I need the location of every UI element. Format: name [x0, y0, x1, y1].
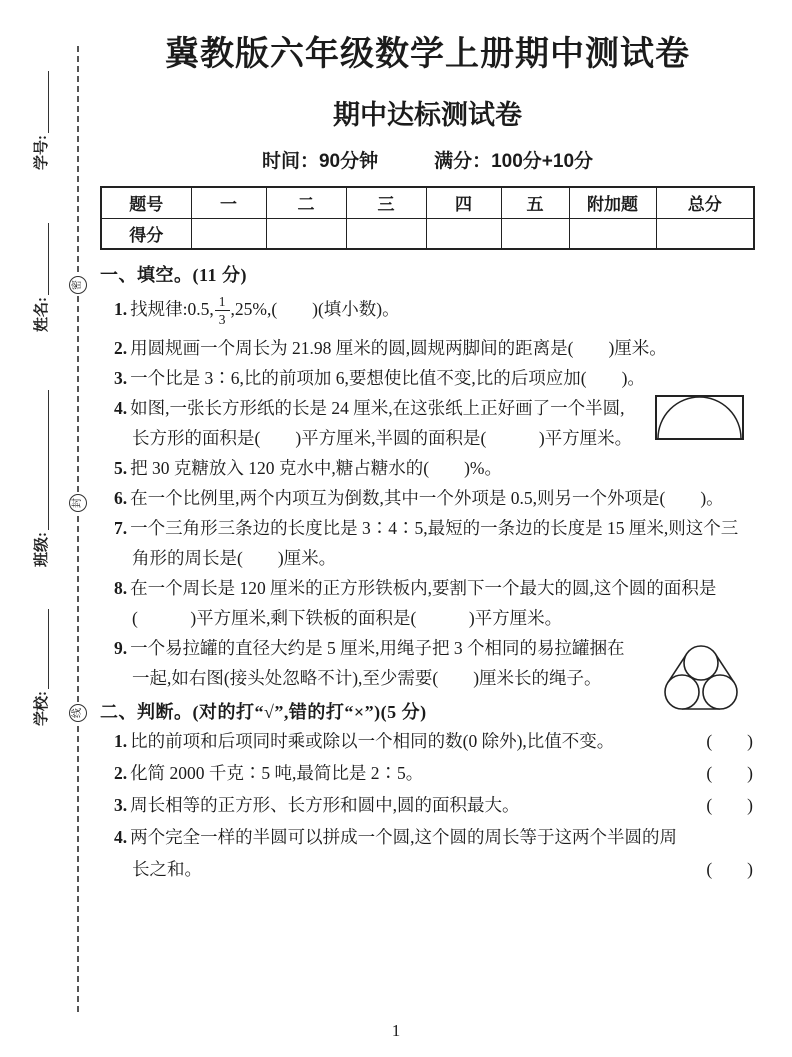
- question-text: 一个三角形三条边的长度比是 3∶4∶5,最短的一条边的长度是 15 厘米,则这个三角形的周长是( )厘米。: [130, 517, 739, 568]
- score-table-score-row: [101, 218, 754, 249]
- question-number: 5.: [114, 457, 128, 478]
- fullscore-info: 满分：100分+10分: [434, 151, 594, 172]
- score-table-col-1: 一: [191, 187, 266, 218]
- student-id-field: [31, 66, 53, 170]
- question-number: 3.: [114, 367, 128, 388]
- question-number: 4.: [114, 826, 128, 847]
- class-field: [31, 385, 53, 567]
- question-text: 两个完全一样的半圆可以拼成一个圆,这个圆的周长等于这两个半圆的周长之和。: [130, 826, 677, 879]
- score-cell: [569, 218, 656, 249]
- class-label: 班级:: [34, 532, 50, 567]
- fraction-denominator: 3: [218, 312, 226, 328]
- question-number: 1.: [114, 299, 128, 319]
- paper-content: [100, 0, 755, 885]
- fraction-numerator: 1: [215, 295, 230, 312]
- question-text: 一个比是 3∶6,比的前项加 6,要想使比值不变,比的后项应加( )。: [130, 367, 645, 388]
- score-table-col-bonus: 附加题: [569, 187, 656, 218]
- student-name-field: [31, 218, 53, 332]
- question-text: 比的前项和后项同时乘或除以一个相同的数(0 除外),比值不变。: [130, 730, 615, 751]
- fill-question-1: [100, 288, 755, 333]
- question-text: 在一个周长是 120 厘米的正方形铁板内,要割下一个最大的圆,这个圆的面积是( )平方厘米,剩下铁板的面积是( )平方厘米。: [130, 577, 717, 628]
- answer-parens: ( ): [706, 730, 753, 751]
- question-text: 如图,一张长方形纸的长是 24 厘米,在这张纸上正好画了一个半圆,长方形的面积是( )平方厘米,半圆的面积是( )平方厘米。: [130, 397, 633, 448]
- score-table-col-4: 四: [426, 187, 501, 218]
- answer-parens: ( ): [706, 762, 753, 783]
- score-table-col-2: 二: [266, 187, 346, 218]
- judge-question-2: [100, 757, 755, 789]
- score-cell: [501, 218, 569, 249]
- page-number: 1: [391, 1021, 401, 1040]
- exam-info: [100, 150, 755, 174]
- question-number: 8.: [114, 577, 128, 598]
- question-text: 在一个比例里,两个内项互为倒数,其中一个外项是 0.5,则另一个外项是( )。: [130, 487, 724, 508]
- seal-char-mi: 密: [69, 276, 87, 294]
- question-text: 一个易拉罐的直径大约是 5 厘米,用绳子把 3 个相同的易拉罐捆在一起,如右图(接头处忽略不计),至少需要( )厘米长的绳子。: [130, 637, 625, 688]
- question-text: 把 30 克糖放入 120 克水中,糖占糖水的( )%。: [130, 457, 502, 478]
- student-name-blank: [33, 223, 49, 295]
- student-name-label: 姓名:: [34, 297, 50, 332]
- question-number: 4.: [114, 397, 128, 418]
- score-cell: [346, 218, 426, 249]
- question-number: 7.: [114, 517, 128, 538]
- question-text: 化简 2000 千克∶5 吨,最简比是 2∶5。: [130, 762, 424, 783]
- fraction-one-third: [215, 295, 230, 327]
- fill-question-7: [100, 513, 755, 573]
- fill-question-3: [100, 363, 755, 393]
- school-blank: [33, 609, 49, 689]
- paper-subtitle: 期中达标测试卷: [333, 100, 522, 130]
- question-number: 1.: [114, 730, 128, 751]
- score-table-col-5: 五: [501, 187, 569, 218]
- rectangle-semicircle-figure: [655, 395, 745, 441]
- fill-question-8: [100, 573, 755, 633]
- school-field: [31, 604, 53, 726]
- question-number: 9.: [114, 637, 128, 658]
- score-cell: [426, 218, 501, 249]
- score-table-col-total: 总分: [656, 187, 754, 218]
- school-label: 学校:: [34, 691, 50, 726]
- section-fill-heading: 一、填空。(11 分): [100, 265, 247, 285]
- question-text: 用圆规画一个周长为 21.98 厘米的圆,圆规两脚间的距离是( )厘米。: [130, 337, 667, 358]
- question-text: ,25%,( )(填小数)。: [230, 299, 400, 319]
- question-number: 2.: [114, 762, 128, 783]
- student-id-label: 学号:: [34, 135, 50, 170]
- judge-question-3: [100, 789, 755, 821]
- fill-question-4: [100, 393, 755, 453]
- paper-title: 冀教版六年级数学上册期中测试卷: [165, 35, 690, 73]
- fill-question-6: [100, 483, 755, 513]
- question-number: 6.: [114, 487, 128, 508]
- judge-question-4: [100, 821, 755, 885]
- question-text: 找规律:0.5,: [130, 299, 214, 319]
- score-cell: [656, 218, 754, 249]
- score-table: [100, 186, 755, 250]
- seal-char-xian: 线: [69, 704, 87, 722]
- judge-question-1: [100, 725, 755, 757]
- seal-char-feng: 封: [69, 494, 87, 512]
- question-number: 3.: [114, 794, 128, 815]
- answer-parens: ( ): [706, 858, 753, 879]
- answer-parens: ( ): [706, 794, 753, 815]
- score-table-header-row: [101, 187, 754, 218]
- question-text: 周长相等的正方形、长方形和圆中,圆的面积最大。: [130, 794, 520, 815]
- fill-question-9: [100, 633, 755, 693]
- fill-question-2: [100, 333, 755, 363]
- fill-question-5: [100, 453, 755, 483]
- score-table-col-label: 题号: [101, 187, 191, 218]
- score-row-label: 得分: [101, 218, 191, 249]
- section-judge-heading: 二、判断。(对的打“√”,错的打“×”)(5 分): [100, 701, 427, 722]
- score-cell: [266, 218, 346, 249]
- time-info: 时间：90分钟: [261, 151, 379, 172]
- three-cans-rope-figure: [653, 635, 749, 713]
- class-blank: [33, 390, 49, 530]
- seal-dashed-line: [77, 46, 79, 1012]
- question-number: 2.: [114, 337, 128, 358]
- score-table-col-3: 三: [346, 187, 426, 218]
- student-id-blank: [33, 71, 49, 133]
- score-cell: [191, 218, 266, 249]
